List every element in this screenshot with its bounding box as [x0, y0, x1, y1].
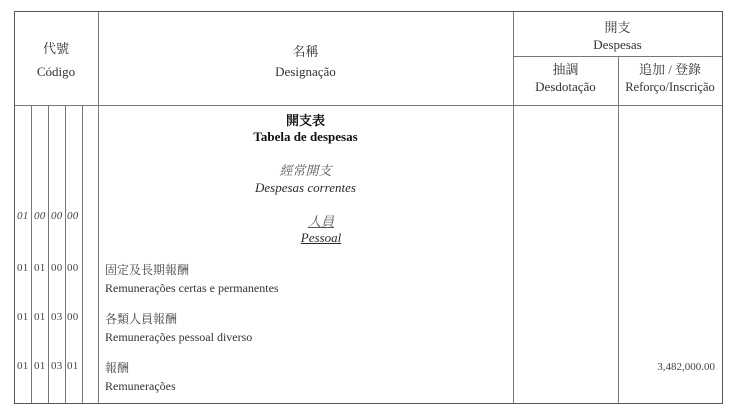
row-code-1-2: 00 [51, 262, 63, 274]
column-divider-deduction [618, 56, 619, 403]
row-code-0-3: 00 [67, 210, 79, 222]
table-title-pt: Tabela de despesas [253, 129, 358, 144]
row-code-0-0: 01 [17, 210, 29, 222]
code-subdivider-2 [48, 105, 49, 403]
row-code-3-2: 03 [51, 360, 63, 372]
header-reinforcement-zh: 追加 / 登錄 [638, 62, 702, 77]
header-designation-pt: Designação [275, 64, 336, 79]
header-designation-zh: 名稱 [292, 44, 319, 59]
section-title-zh: 經常開支 [279, 163, 332, 178]
row-code-0-1: 00 [34, 210, 46, 222]
row-amount-reinforcement-3: 3,482,000.00 [657, 361, 715, 373]
row-code-3-0: 01 [17, 360, 29, 372]
row-code-1-3: 00 [67, 262, 79, 274]
row-code-3-1: 01 [34, 360, 46, 372]
header-code-pt: Código [36, 64, 76, 79]
row-designation-zh-1: 固定及長期報酬 [105, 263, 190, 277]
code-subdivider-4 [82, 105, 83, 403]
header-deduction-pt: Desdotação [535, 79, 596, 94]
row-designation-zh-3: 報酬 [105, 361, 130, 375]
row-designation-pt-0: Pessoal [300, 230, 342, 245]
header-code-zh: 代號 [42, 41, 69, 56]
expenses-header-divider [513, 56, 722, 57]
header-expenses-pt: Despesas [593, 37, 642, 52]
header-bottom-border [15, 105, 722, 106]
row-code-0-2: 00 [51, 210, 63, 222]
table-title-zh: 開支表 [285, 113, 325, 128]
row-designation-zh-2: 各類人員報酬 [105, 312, 178, 326]
header-deduction-zh: 抽調 [552, 62, 579, 77]
row-code-3-3: 01 [67, 360, 79, 372]
header-reinforcement-pt: Reforço/Inscrição [625, 80, 715, 94]
row-code-2-0: 01 [17, 311, 29, 323]
row-code-1-0: 01 [17, 262, 29, 274]
section-title-pt: Despesas correntes [255, 180, 356, 195]
header-expenses-zh: 開支 [604, 20, 631, 35]
row-code-2-3: 00 [67, 311, 79, 323]
code-subdivider-3 [65, 105, 66, 403]
row-designation-pt-1: Remunerações certas e permanentes [105, 281, 279, 295]
code-subdivider-1 [31, 105, 32, 403]
row-designation-zh-0: 人員 [307, 214, 334, 229]
row-designation-pt-2: Remunerações pessoal diverso [105, 330, 253, 344]
row-code-2-1: 01 [34, 311, 46, 323]
row-code-1-1: 01 [34, 262, 46, 274]
row-designation-pt-3: Remunerações [105, 379, 176, 393]
row-code-2-2: 03 [51, 311, 63, 323]
